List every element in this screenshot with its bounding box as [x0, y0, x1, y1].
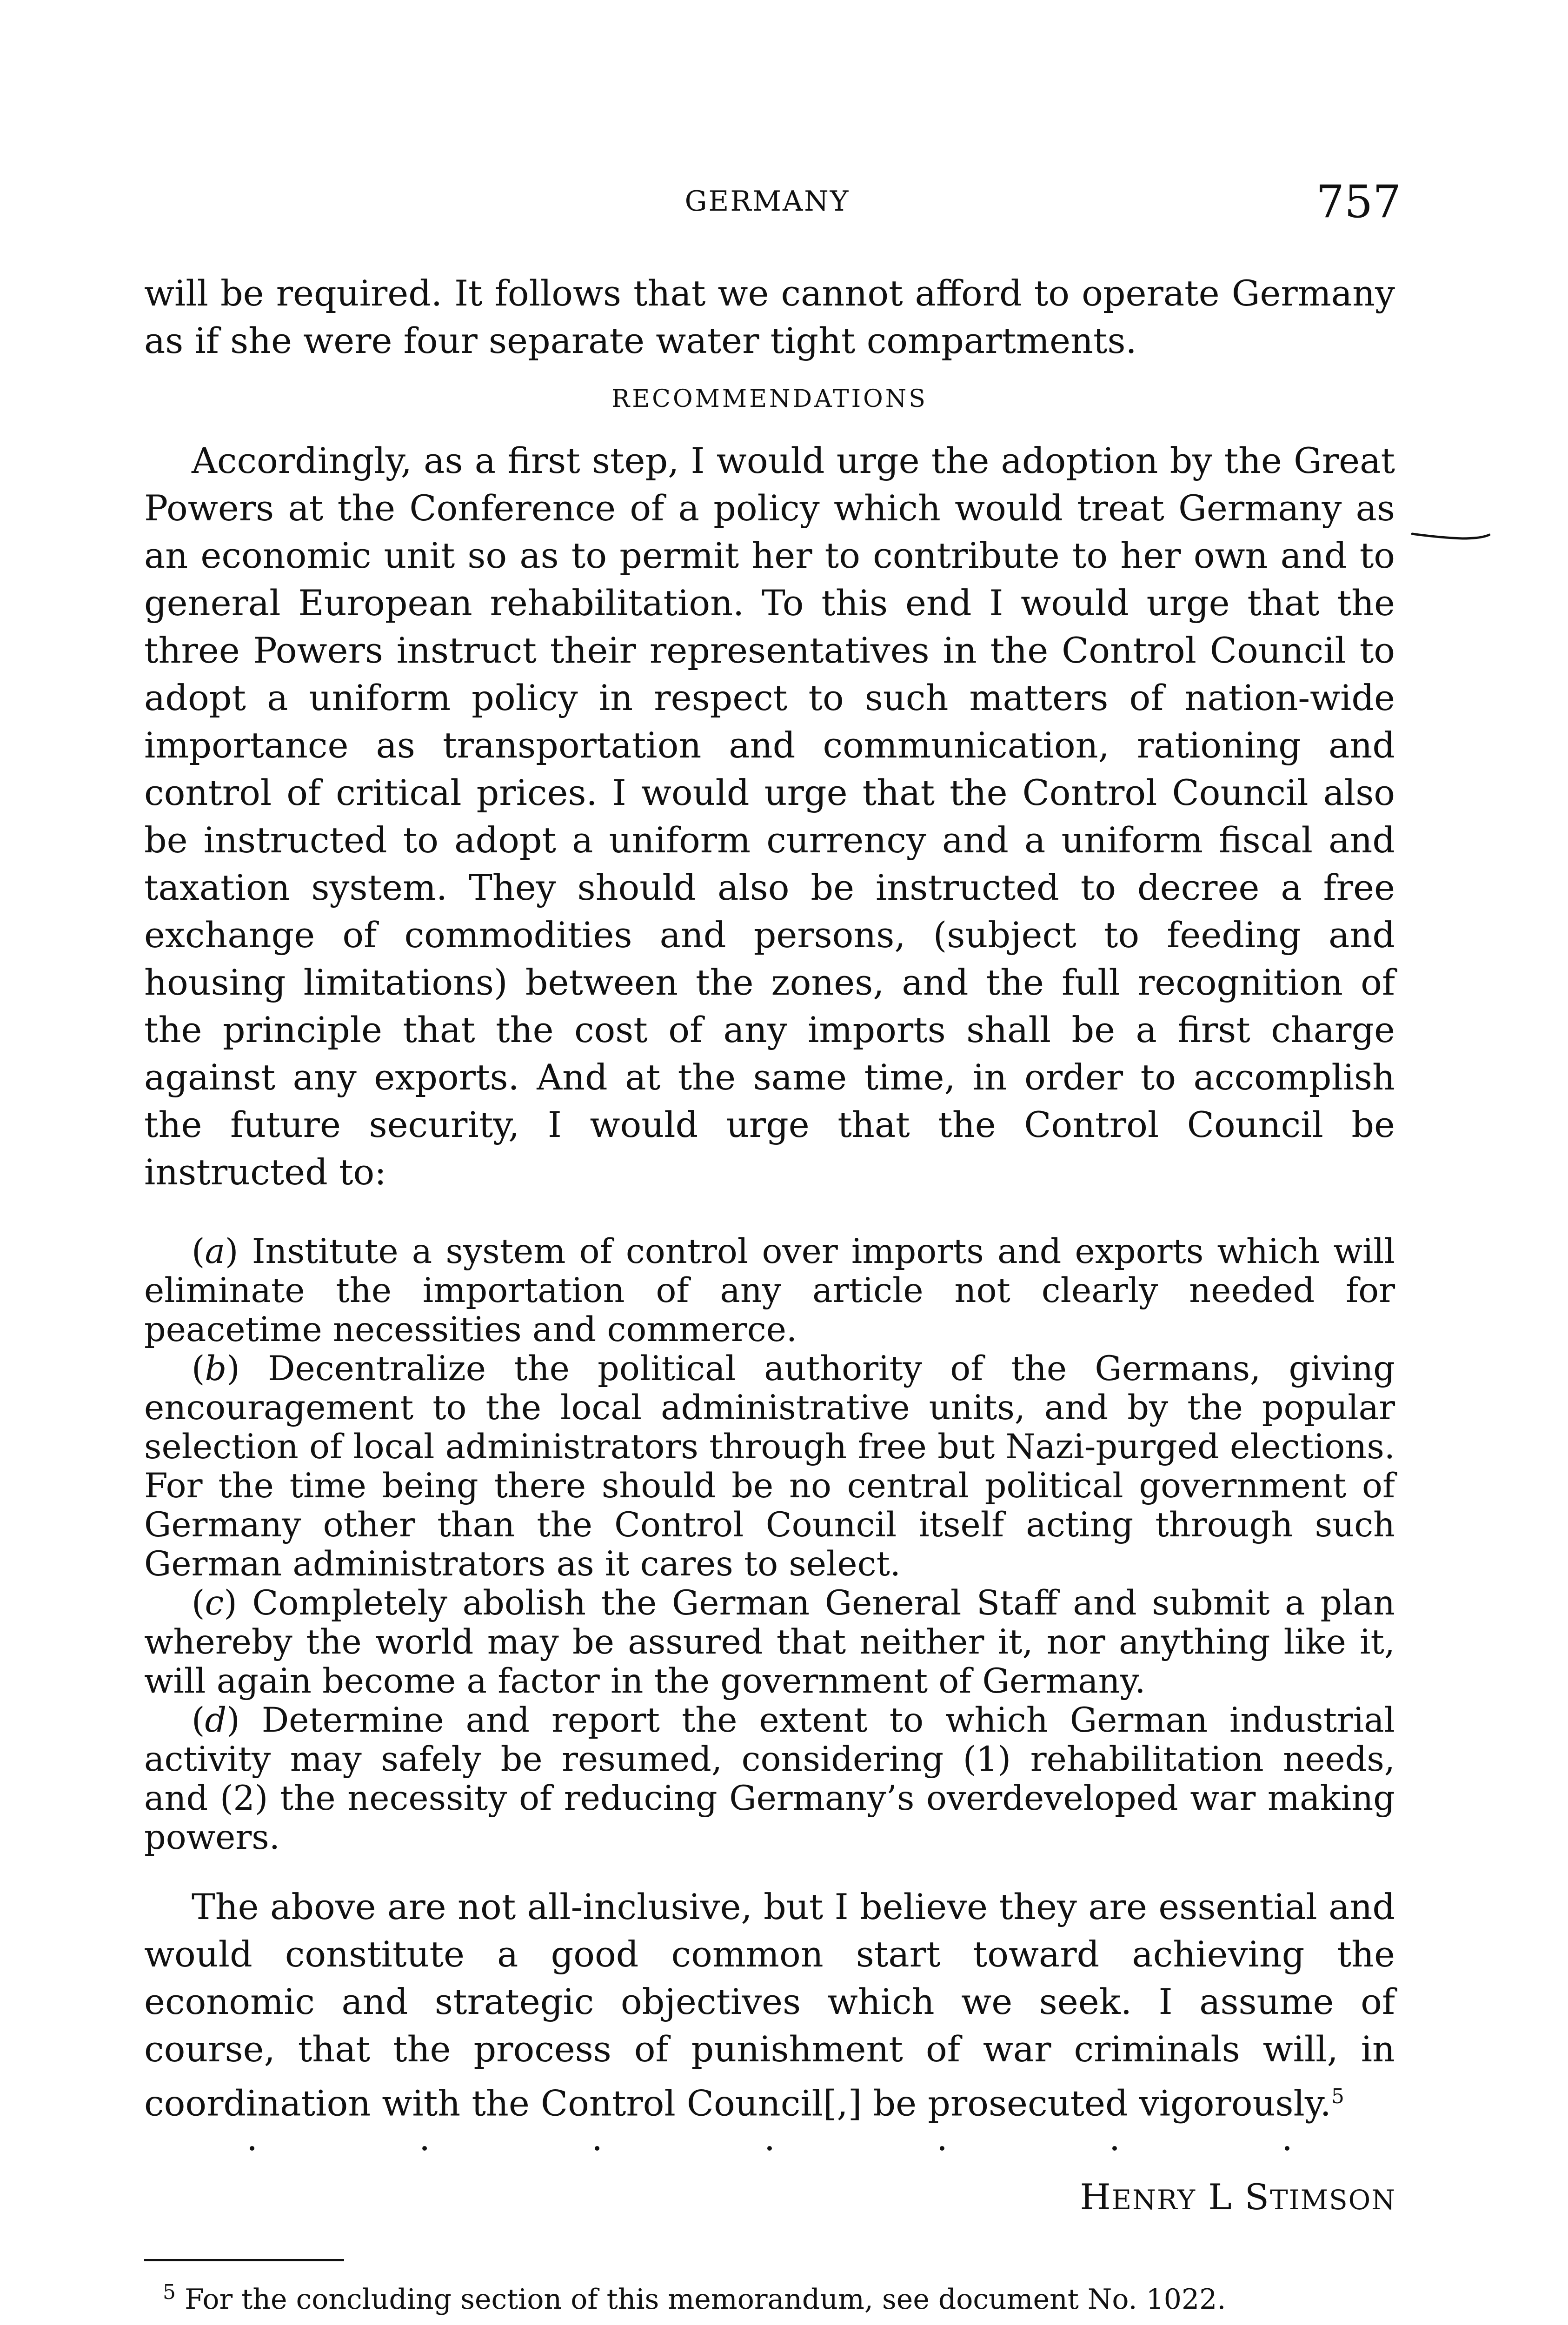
footnote-divider: [144, 2259, 344, 2261]
footnote-reference: 5: [1331, 2085, 1344, 2108]
item-marker: d: [205, 1701, 227, 1740]
item-text: Institute a system of control over imports and exports which will eliminate the importation of any article not clearly needed for peacetime necessities and commerce.: [144, 1232, 1395, 1349]
page-number: 757: [1316, 176, 1402, 228]
ellipsis-dot: .: [1281, 2117, 1293, 2159]
footnote-text: For the concluding section of this memorandum, see document No. 1022.: [185, 2283, 1226, 2316]
item-text: Completely abolish the German General Staff and submit a plan whereby the world may be assured that neither it, nor anything like it, will again become a factor in the government of Germany.: [144, 1583, 1395, 1701]
instruction-item-b: (b) Decentralize the political authority of the Germans, giving encouragement to the local administrative units, and by the popular selection of local administrators through free but Nazi-purged elections. For the time being there should be no central political government of Germany other than the Control Council itself acting through such German administrators as it cares to select.: [144, 1349, 1395, 1584]
item-marker: b: [205, 1349, 227, 1388]
ellipsis-dot: .: [419, 2117, 431, 2159]
pen-mark-icon: [1411, 530, 1490, 549]
ellipsis-dot: .: [591, 2117, 603, 2159]
ellipsis-dot: .: [246, 2117, 258, 2159]
ellipsis-dot: .: [936, 2117, 948, 2159]
signature: HENRY L STIMSON: [1080, 2176, 1396, 2218]
omission-ellipsis: [246, 2117, 1293, 2159]
item-text: Determine and report the extent to which German industrial activity may safely be resumed, considering (1) rehabilitation needs, and (2) the necessity of reducing Germany’s overdeveloped war making powers.: [144, 1701, 1395, 1857]
instruction-item-d: (d) Determine and report the extent to which German industrial activity may safely be resumed, considering (1) rehabilitation needs, and (2) the necessity of reducing Germany’s overdeveloped war making powers.: [144, 1701, 1395, 1857]
running-title: GERMANY: [684, 185, 850, 218]
closing-paragraph: [144, 1883, 1395, 2127]
ellipsis-dot: .: [764, 2117, 776, 2159]
closing-text: The above are not all-inclusive, but I believe they are essential and would constitute a good common start toward achieving the economic and strategic objectives which we seek. I assume of course, that the process of punishment of war criminals will, in coordination with the Control Council[,] be prosecuted vigorously.: [144, 1886, 1395, 2124]
footnote: [163, 2274, 1395, 2318]
footnote-number: 5: [163, 2280, 176, 2304]
item-marker: a: [205, 1232, 226, 1271]
instruction-item-c: (c) Completely abolish the German General Staff and submit a plan whereby the world may be assured that neither it, nor anything like it, will again become a factor in the government of Germany.: [144, 1583, 1395, 1701]
item-text: Decentralize the political authority of the Germans, giving encouragement to the local administrative units, and by the popular selection of local administrators through free but Nazi-purged elections. For the time being there should be no central political government of Germany other than the Control Council itself acting through such German administrators as it cares to select.: [144, 1349, 1395, 1584]
item-marker: c: [205, 1583, 224, 1623]
instructions-list: [144, 1232, 1395, 1857]
instruction-item-a: (a) Institute a system of control over imports and exports which will eliminate the importation of any article not clearly needed for peacetime necessities and commerce.: [144, 1232, 1395, 1349]
ellipsis-dot: .: [1109, 2117, 1121, 2159]
section-heading: RECOMMENDATIONS: [611, 385, 928, 413]
margin-pen-stroke: [1411, 530, 1490, 551]
recommendation-paragraph: Accordingly, as a first step, I would urge the adoption by the Great Powers at the Conference of a policy which would treat Germany as an economic unit so as to permit her to contribute to her own and to general European rehabilitation. To this end I would urge that the three Powers instruct their representatives in the Control Council to adopt a uniform policy in respect to such matters of nation-wide importance as transportation and communication, rationing and control of critical prices. I would urge that the Control Council also be instructed to adopt a uniform currency and a uniform fiscal and taxation system. They should also be instructed to decree a free exchange of commodities and persons, (subject to feeding and housing limitations) between the zones, and the full recognition of the principle that the cost of any imports shall be a first charge against any exports. And at the same time, in order to accomplish the future security, I would urge that the Control Council be instructed to:: [144, 440, 1395, 1193]
intro-paragraph: will be required. It follows that we cannot afford to operate Germany as if she were four separate water tight compartments.: [144, 272, 1395, 361]
